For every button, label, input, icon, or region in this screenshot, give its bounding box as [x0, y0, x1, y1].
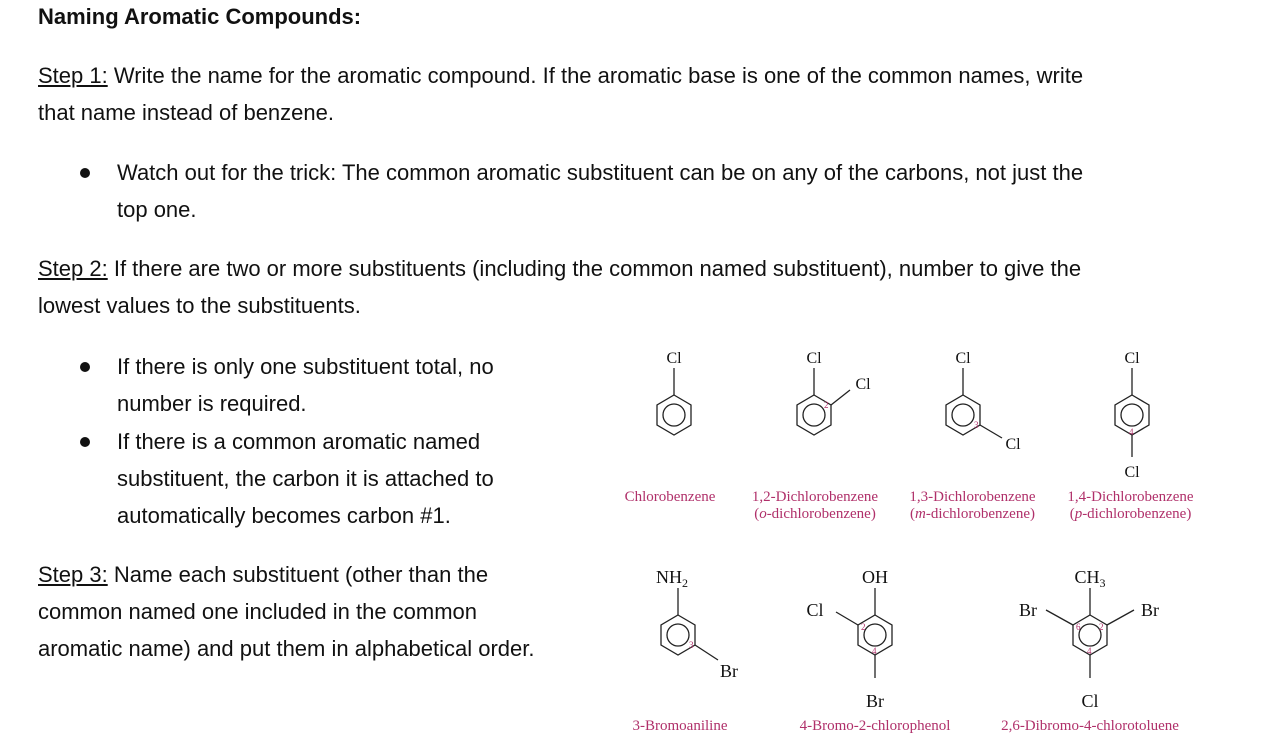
step-2-bullet-1-line-1: If there is only one substituent total, no [117, 354, 494, 379]
step-2-bullet-2-line-1: If there is a common aromatic named [117, 429, 481, 454]
step-3-paragraph [38, 556, 618, 667]
step-2-paragraph [38, 250, 1238, 324]
dichloro-14-structure [1115, 368, 1149, 457]
step-2-label: Step 2: [38, 256, 108, 281]
atom-cl: Cl [1081, 691, 1099, 711]
atom-br: Br [720, 661, 738, 681]
caption-dichloro-12-name: 1,2-Dichlorobenzene [751, 489, 879, 505]
atom-cl: Cl [806, 350, 822, 367]
step-2-bullet-2 [117, 423, 597, 534]
caption-dichloro-12-prefix: o [759, 506, 767, 522]
step-1-bullet-line-1: Watch out for the trick: The common aromatic substituent can be on any of the carbons, not just the [117, 160, 1084, 185]
caption-dichloro-14-name: 1,4-Dichlorobenzene [1067, 489, 1194, 505]
ring-number: 4 [872, 646, 877, 656]
atom-nh2-subscript: 2 [682, 576, 688, 590]
bromochlorophenol-structure [836, 588, 892, 678]
step-1-bullet [117, 154, 1247, 228]
step-3-text-line-2: common named one included in the common [38, 599, 478, 624]
caption-dichloro-14-prefix: p [1074, 506, 1083, 522]
caption-dibromochlorotoluene: 2,6-Dibromo-4-chlorotoluene [1001, 718, 1179, 734]
ring-number: 6 [1076, 622, 1081, 632]
step-2-bullet-2-line-3: automatically becomes carbon #1. [117, 503, 451, 528]
ring-number: 4 [1129, 427, 1134, 437]
caption-dichloro-12 [745, 489, 885, 523]
atom-cl: Cl [1124, 464, 1140, 481]
atom-ch3 [1074, 567, 1105, 590]
caption-dichloro-13-name: 1,3-Dichlorobenzene [909, 489, 1036, 505]
ring-number: 2 [1099, 622, 1104, 632]
bullet-dot [80, 362, 90, 372]
step-3-text-line-3: aromatic name) and put them in alphabetical order. [38, 636, 535, 661]
atom-nh2 [656, 567, 688, 590]
step-1-text-line-1: Write the name for the aromatic compound. If the aromatic base is one of the common names, write [107, 63, 1084, 88]
caption-dichloro-13 [900, 489, 1045, 523]
step-2-bullet-1 [117, 348, 597, 422]
caption-dichloro-14 [1058, 489, 1203, 523]
step-2-bullet-1-line-2: number is required. [117, 391, 307, 416]
caption-dichloro-12-alt-text: -dichlorobenzene [766, 506, 871, 522]
dibromochlorotoluene-structure [1046, 588, 1134, 678]
atom-oh: OH [862, 567, 888, 587]
step-3-text-line-1: Name each substituent (other than the [107, 562, 489, 587]
caption-chlorobenzene: Chlorobenzene [624, 489, 716, 505]
ring-number: 3 [974, 420, 979, 430]
bullet-dot [80, 437, 90, 447]
atom-cl: Cl [806, 600, 824, 620]
atom-cl: Cl [1124, 350, 1140, 367]
bullet-dot [80, 168, 90, 178]
step-1-paragraph [38, 57, 1238, 131]
atom-ch3-main: CH [1074, 567, 1100, 587]
atom-br: Br [1019, 600, 1037, 620]
caption-dichloro-14-alt-text: -dichlorobenzene [1082, 506, 1187, 522]
atom-nh2-main: NH [656, 567, 682, 587]
caption-bromochlorophenol: 4-Bromo-2-chlorophenol [799, 718, 951, 734]
step-1-label: Step 1: [38, 63, 108, 88]
caption-dichloro-14-alt: (p-dichlorobenzene) [1069, 506, 1192, 522]
ring-number: 3 [689, 640, 694, 650]
ring-number: 2 [824, 400, 829, 410]
step-1-bullet-line-2: top one. [117, 197, 197, 222]
step-2-text-line-1: If there are two or more substituents (including the common named substituent), number to give the [107, 256, 1082, 281]
caption-bromoaniline: 3-Bromoaniline [632, 718, 728, 734]
atom-cl: Cl [666, 350, 682, 367]
aromatic-structures-figure [610, 335, 1270, 745]
caption-dichloro-13-prefix: m [915, 506, 926, 522]
atom-br: Br [866, 691, 884, 711]
step-1-text-line-2: that name instead of benzene. [38, 100, 334, 125]
caption-dichloro-13-alt: (m-dichlorobenzene) [910, 506, 1035, 522]
atom-ch3-subscript: 3 [1099, 576, 1106, 590]
atom-br: Br [1141, 600, 1159, 620]
ring-number: 4 [1087, 646, 1092, 656]
chlorobenzene-structure [657, 368, 691, 435]
step-2-bullet-2-line-2: substituent, the carbon it is attached to [117, 466, 494, 491]
step-2-text-line-2: lowest values to the substituents. [38, 293, 361, 318]
caption-dichloro-13-alt-text: -dichlorobenzene [925, 506, 1030, 522]
atom-cl: Cl [855, 376, 871, 393]
ring-number: 2 [861, 622, 866, 632]
step-3-label: Step 3: [38, 562, 108, 587]
atom-cl: Cl [955, 350, 971, 367]
atom-cl: Cl [1005, 436, 1021, 453]
caption-dichloro-12-alt: (o-dichlorobenzene) [754, 506, 876, 522]
page-title: Naming Aromatic Compounds: [38, 4, 362, 29]
